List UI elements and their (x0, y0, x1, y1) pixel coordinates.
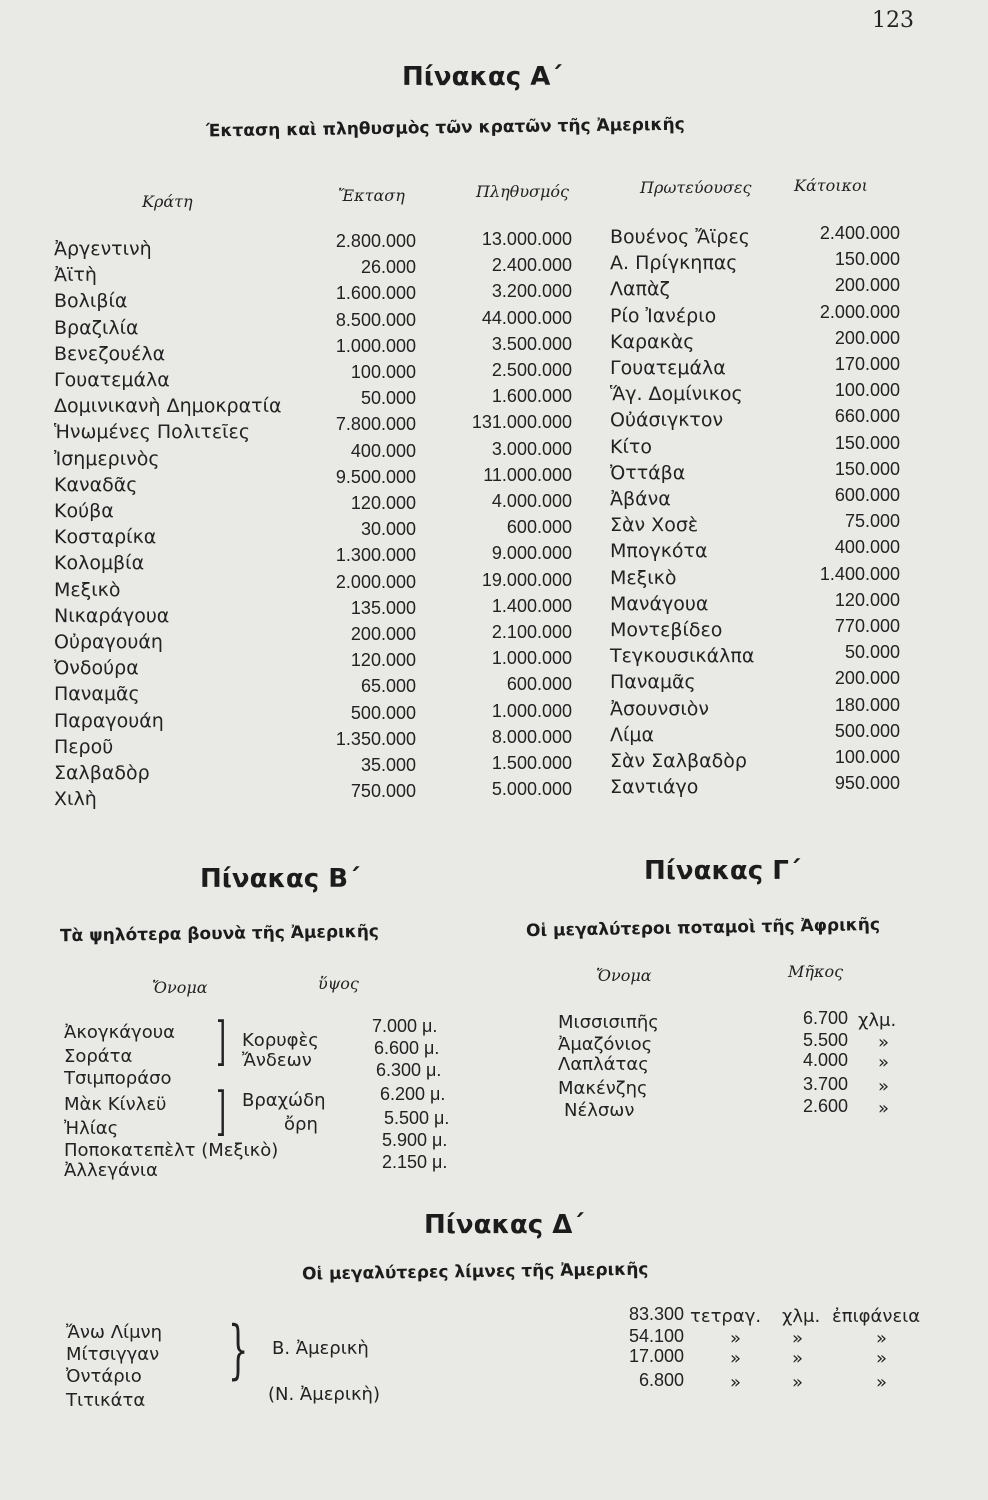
state-capital: Μεξικὸ (610, 566, 677, 589)
state-area: 400.000 (350, 440, 416, 461)
capital-inhabitants: 600.000 (834, 485, 900, 505)
state-capital: Σὰν Σαλβαδὸρ (610, 750, 747, 772)
state-name: Ἀργεντινὴ (54, 238, 152, 260)
state-population: 600.000 (506, 517, 572, 538)
state-capital: Τεγκουσικάλπα (610, 645, 755, 668)
river-unit: » (878, 1052, 890, 1073)
state-name: Νικαράγουα (54, 604, 170, 627)
state-name: Ἡνωμένες Πολιτεῖες (54, 421, 250, 444)
state-area: 120.000 (350, 493, 416, 513)
capital-inhabitants: 770.000 (834, 616, 900, 636)
capital-inhabitants: 400.000 (834, 537, 900, 558)
capital-inhabitants: 660.000 (834, 406, 900, 427)
state-population: 3.000.000 (491, 438, 572, 459)
lake-unit: » (792, 1372, 804, 1393)
state-population: 44.000.000 (481, 307, 572, 328)
state-population: 1.000.000 (491, 648, 572, 669)
state-area: 500.000 (350, 702, 416, 723)
state-name: Ἀϊτὴ (54, 264, 97, 287)
river-length: 2.600 (802, 1096, 848, 1116)
state-area: 9.500.000 (335, 466, 416, 487)
lake-name: Τιτικάτα (66, 1390, 146, 1411)
state-name: Οὐραγουάη (54, 631, 163, 653)
lake-area: 6.800 (638, 1370, 684, 1390)
capital-inhabitants: 150.000 (834, 249, 900, 270)
lake-name: Ἄνω Λίμνη (66, 1322, 163, 1343)
state-population: 1.400.000 (491, 595, 572, 616)
river-name: Ἀμαζόνιος (558, 1034, 653, 1055)
group2-line2: ὄρη (284, 1114, 318, 1135)
state-population: 13.000.000 (481, 229, 572, 249)
state-name: Κολομβία (54, 552, 145, 575)
river-unit: χλμ. (858, 1010, 897, 1031)
table-c-header-name: Ὄνομα (596, 966, 652, 985)
lake-unit: τετραγ. (690, 1306, 762, 1327)
capital-inhabitants: 170.000 (834, 354, 900, 374)
mountain-height: 5.500 μ. (384, 1108, 450, 1128)
lake-unit: » (792, 1348, 804, 1369)
state-area: 2.000.000 (335, 571, 416, 592)
state-capital: Λαπὰζ (610, 278, 670, 301)
lake-unit: » (730, 1348, 742, 1369)
state-population: 19.000.000 (481, 569, 572, 590)
state-capital: Ἅγ. Δομίνικος (610, 383, 743, 406)
state-capital: Σαντιάγο (610, 776, 699, 799)
state-population: 4.000.000 (491, 491, 572, 511)
table-d-subtitle: Οἱ μεγαλύτερες λίμνες τῆς Ἀμερικῆς (301, 1259, 649, 1285)
state-name: Ἰσημερινὸς (54, 447, 160, 470)
river-length: 4.000 (802, 1050, 848, 1070)
table-b-header-name: Ὄνομα (152, 978, 208, 997)
state-name: Βραζιλία (54, 316, 139, 339)
table-c-header-length: Μῆκος (788, 962, 844, 981)
state-area: 1.600.000 (335, 283, 416, 304)
state-capital: Ἀσουνσιὸν (610, 697, 709, 720)
river-name: Νέλσων (564, 1100, 635, 1121)
table-d-title: Πίνακας Δ΄ (424, 1210, 584, 1240)
lake-unit: » (876, 1328, 888, 1349)
lake-area: 17.000 (628, 1346, 684, 1366)
state-capital: Γουατεμάλα (610, 357, 726, 379)
state-capital: Μπογκότα (610, 540, 708, 563)
state-area: 35.000 (360, 755, 416, 775)
state-population: 5.000.000 (491, 779, 572, 800)
region-north-america: Β. Ἀμερικὴ (272, 1338, 369, 1359)
state-name: Παναμᾶς (54, 683, 140, 706)
state-area: 8.500.000 (335, 309, 416, 330)
capital-inhabitants: 150.000 (834, 432, 900, 453)
state-population: 2.500.000 (491, 360, 572, 380)
state-capital: Λίμα (610, 723, 655, 746)
state-name: Σαλβαδὸρ (54, 762, 150, 784)
state-population: 1.600.000 (491, 386, 572, 407)
state-capital: Μοντεβίδεο (610, 619, 723, 641)
group1-line2: Ἄνδεων (242, 1050, 312, 1071)
mountain-name: Τσιμποράσο (64, 1068, 172, 1089)
state-area: 1.350.000 (335, 728, 416, 749)
state-capital: Παναμᾶς (610, 671, 696, 694)
state-area: 1.300.000 (335, 545, 416, 566)
state-name: Παραγουάη (54, 709, 164, 732)
river-unit: » (878, 1032, 890, 1053)
state-capital: Βουένος Ἄϊρες (610, 226, 750, 248)
state-capital: Ὀττάβα (610, 461, 686, 484)
state-population: 1.500.000 (491, 753, 572, 773)
state-population: 8.000.000 (491, 726, 572, 747)
state-population: 2.100.000 (491, 622, 572, 642)
capital-inhabitants: 1.400.000 (819, 563, 900, 584)
river-name: Μισσισιπῆς (558, 1012, 659, 1033)
state-area: 26.000 (360, 257, 416, 278)
header-capitals: Πρωτεύουσες (640, 178, 752, 197)
state-capital: Οὐάσιγκτον (610, 409, 724, 432)
state-name: Μεξικὸ (54, 578, 121, 601)
table-b-subtitle: Τὰ ψηλότερα βουνὰ τῆς Ἀμερικῆς (59, 921, 380, 947)
state-name: Χιλὴ (54, 788, 97, 811)
state-area: 120.000 (350, 650, 416, 671)
lake-area: 54.100 (628, 1326, 684, 1346)
mountain-name: Ἀλλεγάνια (64, 1160, 158, 1181)
state-area: 1.000.000 (335, 335, 416, 356)
lake-unit: χλμ. (782, 1306, 821, 1327)
lake-unit: » (730, 1372, 742, 1393)
state-name: Περοῦ (54, 735, 114, 758)
capital-inhabitants: 2.400.000 (819, 223, 900, 243)
capital-inhabitants: 100.000 (834, 747, 900, 767)
state-population: 9.000.000 (491, 543, 572, 564)
table-a-title: Πίνακας Α΄ (402, 62, 562, 92)
state-population: 3.500.000 (491, 333, 572, 354)
river-length: 3.700 (802, 1074, 848, 1094)
state-area: 135.000 (350, 597, 416, 618)
river-length: 5.500 (802, 1030, 848, 1050)
state-area: 200.000 (350, 624, 416, 644)
state-population: 11.000.000 (483, 464, 572, 485)
lake-unit: ἐπιφάνεια (832, 1306, 921, 1327)
lake-name: Ὀντάριο (66, 1366, 142, 1387)
state-population: 3.200.000 (491, 281, 572, 302)
capital-inhabitants: 200.000 (834, 668, 900, 689)
capital-inhabitants: 200.000 (834, 327, 900, 348)
state-area: 65.000 (360, 676, 416, 697)
lake-unit: » (730, 1328, 742, 1349)
mountain-height: 6.600 μ. (374, 1038, 440, 1058)
river-name: Λαπλάτας (558, 1054, 649, 1075)
mountain-name: Σοράτα (64, 1046, 133, 1067)
state-name: Κοσταρίκα (54, 526, 157, 549)
table-a-subtitle: Έκταση καὶ πληθυσμὸς τῶν κρατῶν τῆς Ἀμερικῆς (205, 114, 685, 142)
mountain-height: 6.300 μ. (376, 1060, 442, 1080)
table-c-title: Πίνακας Γ΄ (644, 856, 801, 886)
lake-name: Μίτσιγγαν (66, 1344, 160, 1365)
mountain-height: 6.200 μ. (380, 1084, 446, 1104)
state-capital: Α. Πρίγκηπας (610, 252, 738, 275)
group2-line1: Βραχώδη (242, 1090, 326, 1111)
state-population: 131.000.000 (471, 412, 572, 433)
bracket-icon: } (228, 1313, 249, 1387)
bracket-icon: ] (216, 1012, 227, 1072)
state-area: 50.000 (360, 388, 416, 409)
mountain-height: 5.900 μ. (382, 1130, 448, 1150)
mountain-name: Ἠλίας (64, 1118, 119, 1139)
mountain-height: 2.150 μ. (382, 1152, 448, 1172)
state-name: Ὀνδούρα (54, 657, 139, 680)
table-b-header-height: ὕψος (318, 974, 359, 993)
capital-inhabitants: 100.000 (834, 380, 900, 401)
state-capital: Ἀβάνα (610, 488, 671, 510)
page-number: 123 (872, 8, 914, 33)
state-name: Δομινικανὴ Δημοκρατία (54, 395, 282, 418)
capital-inhabitants: 75.000 (844, 511, 900, 532)
bracket-icon: ] (216, 1082, 227, 1142)
lake-area: 83.300 (628, 1304, 684, 1324)
table-c-subtitle: Οἱ μεγαλύτεροι ποταμοὶ τῆς Ἀφρικῆς (525, 914, 881, 942)
river-unit: » (878, 1076, 890, 1097)
state-name: Κούβα (54, 500, 114, 522)
state-capital: Σὰν Χοσὲ (610, 514, 699, 537)
group1-line1: Κορυφὲς (242, 1030, 319, 1051)
capital-inhabitants: 200.000 (834, 275, 900, 296)
capital-inhabitants: 150.000 (834, 458, 900, 479)
state-area: 100.000 (350, 362, 416, 382)
table-b-title: Πίνακας Β΄ (200, 864, 360, 894)
header-population: Πληθυσμός (476, 182, 569, 201)
river-length: 6.700 (802, 1008, 848, 1028)
river-name: Μακένζης (558, 1078, 648, 1099)
lake-unit: » (876, 1348, 888, 1369)
state-area: 30.000 (360, 519, 416, 540)
capital-inhabitants: 2.000.000 (819, 301, 900, 322)
state-name: Γουατεμάλα (54, 369, 170, 391)
state-capital: Ρίο Ἰανέριο (610, 304, 717, 327)
state-population: 1.000.000 (491, 700, 572, 721)
state-capital: Κίτο (610, 435, 652, 458)
state-name: Καναδᾶς (54, 473, 138, 496)
mountain-name: Ἀκογκάγουα (64, 1022, 176, 1043)
header-states: Κράτη (142, 192, 193, 211)
state-name: Βενεζουέλα (54, 342, 166, 365)
mountain-height: 7.000 μ. (372, 1016, 438, 1036)
state-area: 750.000 (350, 781, 416, 802)
mountain-name: Μὰκ Κίνλεϋ (64, 1094, 167, 1115)
header-area: Ἔκταση (338, 186, 405, 205)
state-population: 600.000 (506, 674, 572, 695)
state-population: 2.400.000 (491, 255, 572, 276)
capital-inhabitants: 120.000 (834, 589, 900, 610)
region-south-america: (Ν. Ἀμερικὴ) (268, 1384, 380, 1405)
state-area: 2.800.000 (335, 231, 416, 251)
lake-unit: » (876, 1372, 888, 1393)
capital-inhabitants: 500.000 (834, 720, 900, 741)
state-area: 7.800.000 (335, 414, 416, 435)
state-name: Βολιβία (54, 290, 128, 313)
header-inhabitants: Κάτοικοι (794, 176, 868, 195)
mountain-name: Ποποκατεπὲλτ (Μεξικὸ) (64, 1140, 279, 1161)
lake-unit: » (792, 1328, 804, 1349)
capital-inhabitants: 950.000 (834, 773, 900, 794)
capital-inhabitants: 180.000 (834, 694, 900, 715)
capital-inhabitants: 50.000 (844, 642, 900, 663)
state-capital: Μανάγουα (610, 592, 709, 615)
state-capital: Καρακὰς (610, 330, 695, 353)
river-unit: » (878, 1098, 890, 1119)
